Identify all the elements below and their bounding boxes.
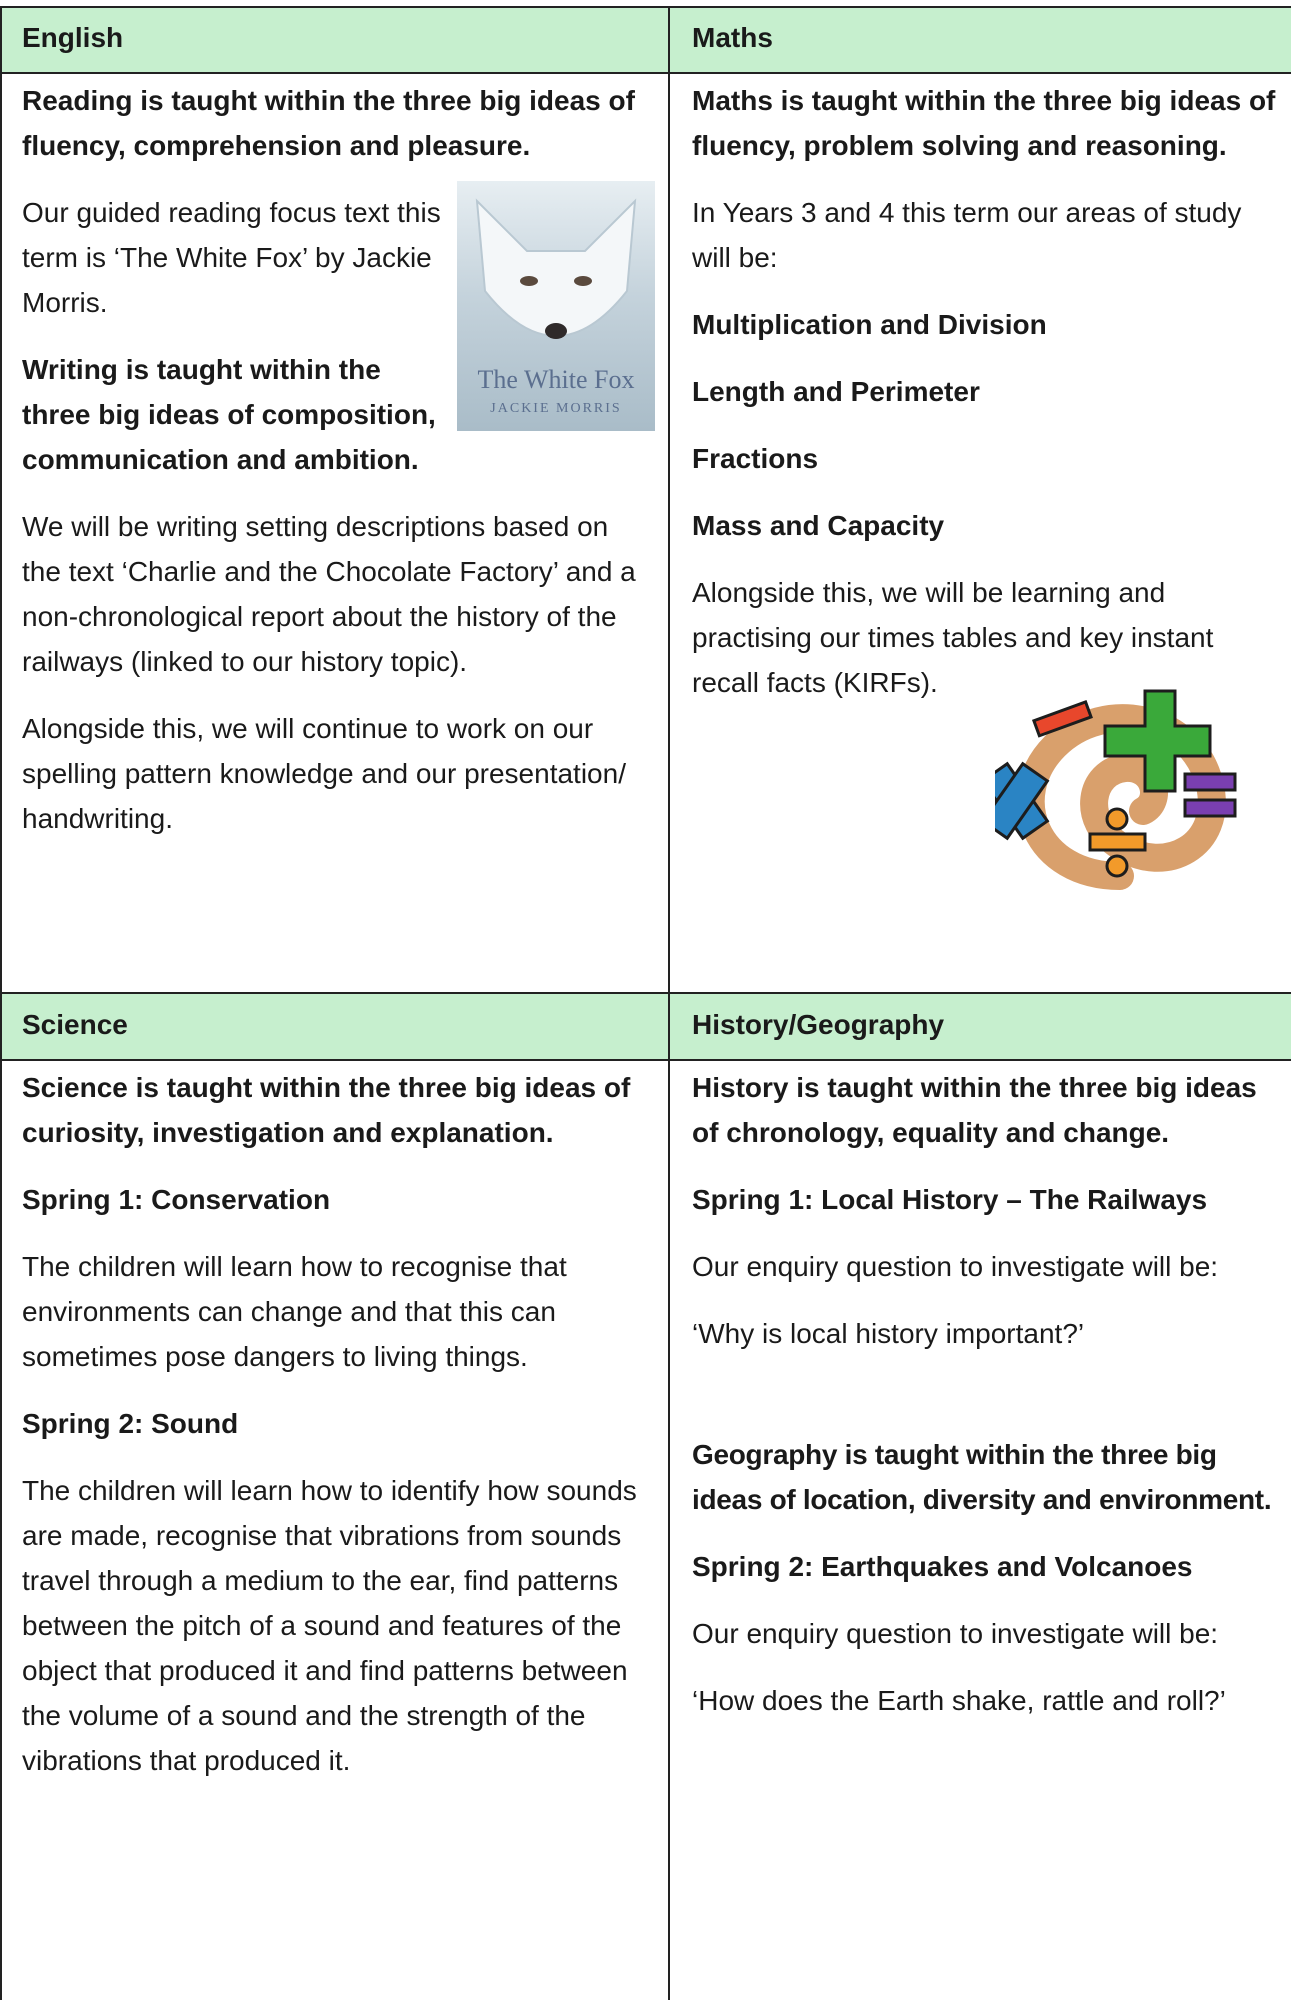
science-spring1-text: The children will learn how to recognise that environments can change and that this can sometimes pose dangers to living things.: [22, 1251, 567, 1372]
history-enquiry-question: ‘Why is local history important?’: [692, 1318, 1085, 1349]
humanities-header: [670, 993, 1291, 1059]
geography-enquiry-label: Our enquiry question to investigate will be:: [692, 1618, 1219, 1649]
english-header: [0, 6, 668, 72]
white-fox-book-cover: [457, 181, 655, 431]
maths-areas-intro: In Years 3 and 4 this term our areas of study will be:: [692, 197, 1242, 273]
history-intro: History is taught within the three big ideas of chronology, equality and change.: [692, 1072, 1257, 1148]
science-spring2-heading: Spring 2: Sound: [22, 1408, 239, 1439]
english-reading-intro: Reading is taught within the three big ideas of fluency, comprehension and pleasure.: [22, 85, 635, 161]
maths-symbols-icon: [995, 676, 1245, 896]
science-cell: [22, 1065, 652, 1805]
table-border-row2-header: [0, 1059, 1291, 1061]
fox-illustration: [457, 181, 655, 361]
maths-header: [670, 6, 1291, 72]
maths-topic: Fractions: [692, 443, 819, 474]
table-border-left: [0, 6, 2, 2000]
table-border-middle: [0, 992, 1291, 994]
table-border-row1-header: [0, 72, 1291, 74]
maths-topic: Length and Perimeter: [692, 376, 980, 407]
maths-times-tables: Alongside this, we will be learning and practising our times tables and key instant recall facts (KIRFs).: [692, 577, 1214, 698]
geography-spring2-heading: Spring 2: Earthquakes and Volcanoes: [692, 1551, 1193, 1582]
science-intro: Science is taught within the three big ideas of curiosity, investigation and explanation.: [22, 1072, 631, 1148]
maths-cell: [692, 78, 1282, 727]
table-border-top: [0, 6, 1291, 8]
humanities-header-label: History/Geography: [692, 1009, 945, 1040]
english-header-label: English: [22, 22, 124, 53]
geography-intro: Geography is taught within the three big ideas of location, diversity and environment.: [692, 1439, 1272, 1515]
history-spring1-heading: Spring 1: Local History – The Railways: [692, 1184, 1208, 1215]
english-spelling: Alongside this, we will continue to work on our spelling pattern knowledge and our presentation/ handwriting.: [22, 713, 626, 834]
geography-enquiry-question: ‘How does the Earth shake, rattle and roll?’: [692, 1685, 1226, 1716]
maths-header-label: Maths: [692, 22, 773, 53]
science-header: [0, 993, 668, 1059]
table-border-center: [668, 6, 670, 2000]
curriculum-table: [0, 6, 1291, 2000]
english-writing-intro: Writing is taught within the three big ideas of composition, communication and ambition.: [22, 354, 436, 475]
book-author: JACKIE MORRIS: [490, 401, 622, 416]
english-guided-reading: Our guided reading focus text this term is ‘The White Fox’ by Jackie Morris.: [22, 197, 441, 318]
english-writing-details: We will be writing setting descriptions based on the text ‘Charlie and the Chocolate Factory’ and a non-chronological report about the history of the railways (linked to our history topic).: [22, 511, 636, 677]
science-header-label: Science: [22, 1009, 128, 1040]
maths-intro: Maths is taught within the three big ideas of fluency, problem solving and reasoning.: [692, 85, 1276, 161]
science-spring1-heading: Spring 1: Conservation: [22, 1184, 331, 1215]
science-spring2-text: The children will learn how to identify how sounds are made, recognise that vibrations from sounds travel through a medium to the ear, find patterns between the pitch of a sound and features of the object that produced it and find patterns between the volume of a sound and the strength of the vibrations that produced it.: [22, 1475, 637, 1776]
book-title: The White Fox: [477, 365, 635, 394]
humanities-cell: [692, 1065, 1284, 1745]
maths-topic: Multiplication and Division: [692, 309, 1047, 340]
history-enquiry-label: Our enquiry question to investigate will be:: [692, 1251, 1219, 1282]
maths-topic: Mass and Capacity: [692, 510, 945, 541]
